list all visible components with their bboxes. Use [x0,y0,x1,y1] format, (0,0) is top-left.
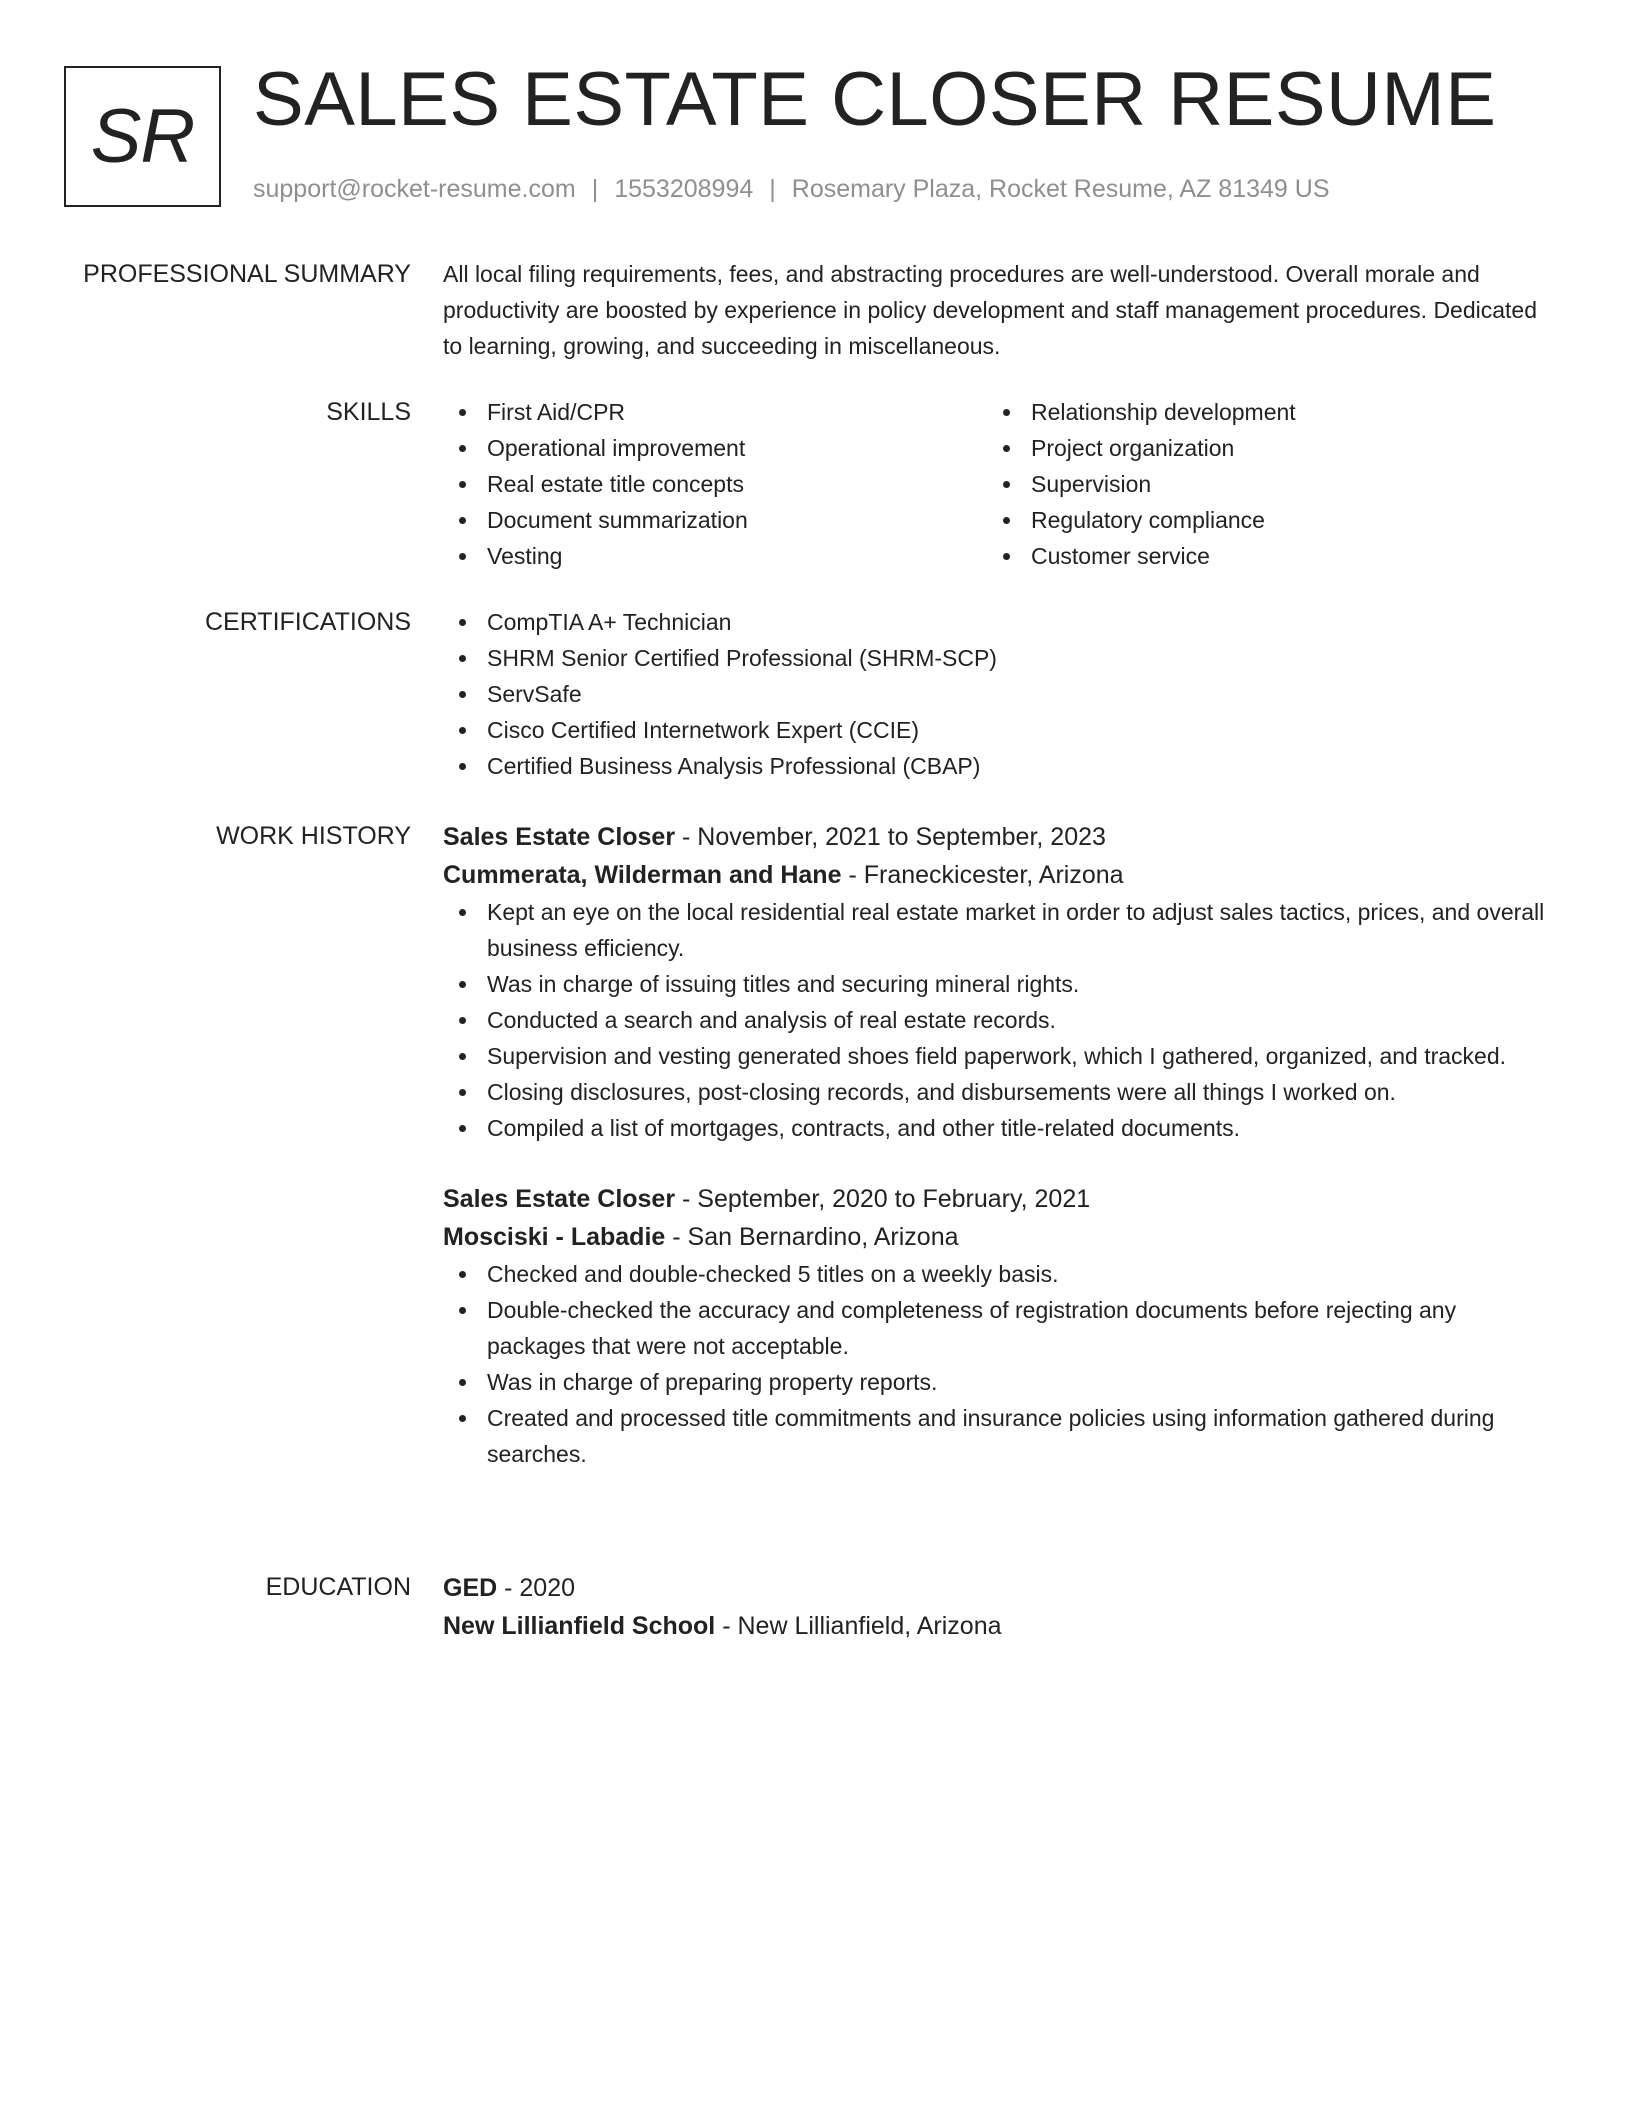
contact-separator: | [769,175,776,203]
certification-item: Certified Business Analysis Professional (CBAP) [443,748,1553,784]
education-year: - 2020 [497,1574,576,1602]
monogram-initials: SR [90,94,195,179]
section-label-certifications: CERTIFICATIONS [204,608,411,636]
certification-item: Cisco Certified Internetwork Expert (CCIE) [443,712,1553,748]
section-label-education: EDUCATION [265,1573,411,1601]
monogram-box [64,66,221,207]
job-company: Mosciski - Labadie [443,1223,666,1251]
job-title: Sales Estate Closer [443,1185,676,1213]
job-title: Sales Estate Closer [443,823,676,851]
section-label-work-history: WORK HISTORY [216,822,411,850]
skill-item: Document summarization [443,502,987,538]
job-location: - San Bernardino, Arizona [665,1223,959,1251]
job-bullet: Supervision and vesting generated shoes field paperwork, which I gathered, organized, and tracked. [443,1038,1553,1074]
certification-item: ServSafe [443,676,1553,712]
contact-email: support@rocket-resume.com [253,175,576,203]
job-bullet: Kept an eye on the local residential real estate market in order to adjust sales tactics, prices, and overall business efficiency. [443,894,1553,966]
skill-item: Regulatory compliance [987,502,1531,538]
job-title-line [443,1180,1553,1218]
resume-title: SALES ESTATE CLOSER RESUME [253,57,1497,142]
certification-item: CompTIA A+ Technician [443,604,1553,640]
education-body [443,1569,1553,1645]
job-company-line [443,856,1553,894]
skill-item: Real estate title concepts [443,466,987,502]
section-label-skills: SKILLS [326,398,411,426]
skill-item: Relationship development [987,394,1531,430]
job-bullet-list [443,894,1553,1146]
job-bullet: Closing disclosures, post-closing records, and disbursements were all things I worked on. [443,1074,1553,1110]
job-dates: - September, 2020 to February, 2021 [675,1185,1091,1213]
job-location: - Franeckicester, Arizona [841,861,1124,889]
job-entry [443,818,1553,1146]
skill-item: Supervision [987,466,1531,502]
skills-body [443,394,1553,574]
work-history-body [443,818,1553,1472]
skill-item: First Aid/CPR [443,394,987,430]
skill-item: Project organization [987,430,1531,466]
contact-separator: | [591,175,599,203]
skill-item: Operational improvement [443,430,987,466]
job-bullet: Was in charge of issuing titles and securing mineral rights. [443,966,1553,1002]
contact-address: Rosemary Plaza, Rocket Resume, AZ 81349 US [791,175,1330,203]
job-bullet: Checked and double-checked 5 titles on a weekly basis. [443,1256,1553,1292]
job-company: Cummerata, Wilderman and Hane [443,861,842,889]
education-degree-line [443,1569,1553,1607]
skill-item: Vesting [443,538,987,574]
job-title-line [443,818,1553,856]
section-label-summary: PROFESSIONAL SUMMARY [83,260,411,288]
job-company-line [443,1218,1553,1256]
certifications-body [443,604,1553,784]
job-bullet: Conducted a search and analysis of real estate records. [443,1002,1553,1038]
job-entry [443,1180,1553,1472]
summary-text: All local filing requirements, fees, and abstracting procedures are well-understood. Overall morale and productivity are boosted by experience in policy development and staff management procedures. Dedicated to learning, growing, and succeeding in miscellaneous. [443,261,1538,359]
education-school: New Lillianfield School [443,1612,716,1640]
summary-body [443,256,1553,364]
skills-list-left [443,394,987,574]
education-school-line [443,1607,1553,1645]
skills-list-right [987,394,1531,574]
contact-phone: 1553208994 [614,175,754,203]
certifications-list [443,604,1553,784]
job-bullet-list [443,1256,1553,1472]
job-bullet: Compiled a list of mortgages, contracts, and other title-related documents. [443,1110,1553,1146]
education-location: - New Lillianfield, Arizona [715,1612,1002,1640]
job-dates: - November, 2021 to September, 2023 [675,823,1106,851]
job-bullet: Was in charge of preparing property reports. [443,1364,1553,1400]
job-bullet: Double-checked the accuracy and completeness of registration documents before rejecting any packages that were not acceptable. [443,1292,1553,1364]
contact-line [253,172,1330,206]
job-bullet: Created and processed title commitments and insurance policies using information gathered during searches. [443,1400,1553,1472]
education-degree: GED [443,1574,498,1602]
certification-item: SHRM Senior Certified Professional (SHRM-SCP) [443,640,1553,676]
skill-item: Customer service [987,538,1531,574]
